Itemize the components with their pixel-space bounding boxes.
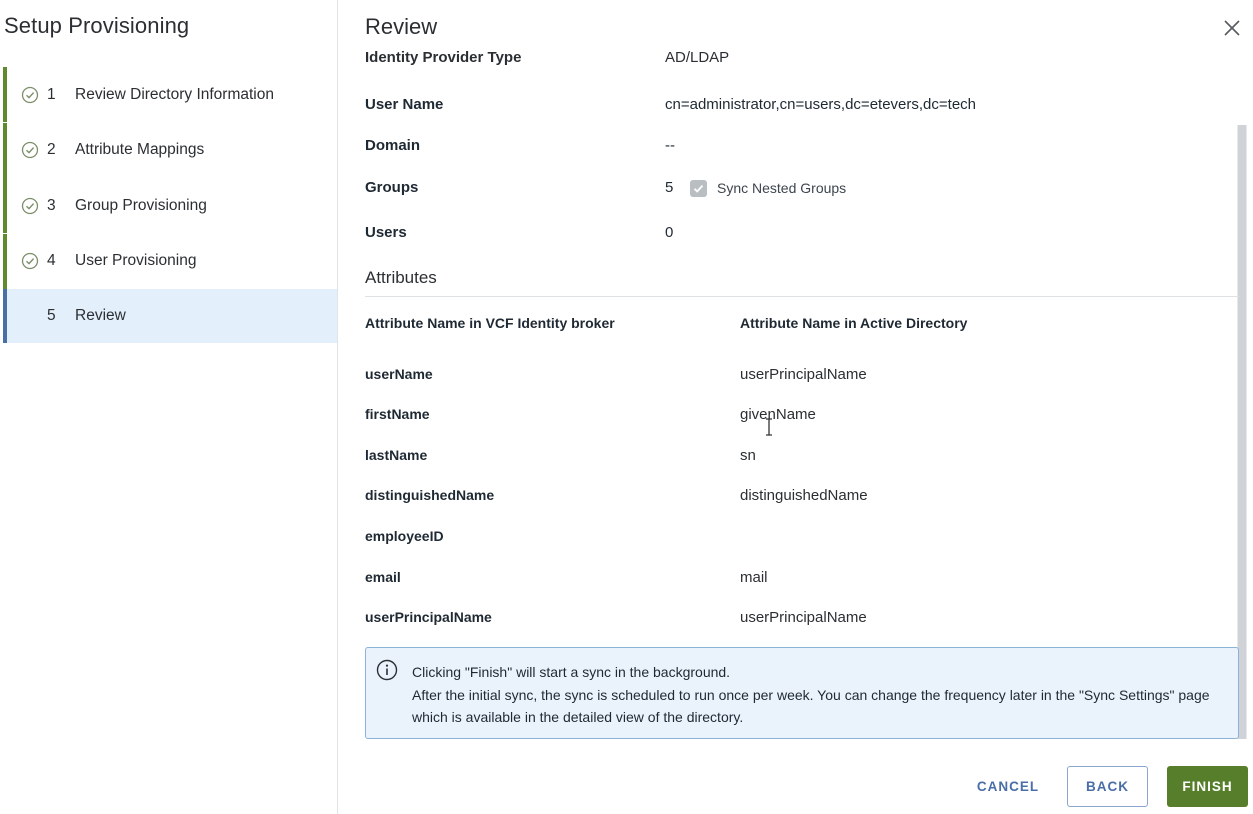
check-circle-icon <box>21 252 39 270</box>
close-icon[interactable] <box>1221 17 1243 39</box>
column-header-vcf-attribute: Attribute Name in VCF Identity broker <box>365 315 615 331</box>
attribute-name: employeeID <box>365 528 444 544</box>
field-label: Identity Provider Type <box>365 49 522 66</box>
attribute-name: distinguishedName <box>365 487 495 503</box>
column-header-ad-attribute: Attribute Name in Active Directory <box>740 315 968 331</box>
scrollbar-thumb[interactable] <box>1238 125 1246 739</box>
section-divider <box>365 296 1239 297</box>
attribute-row <box>365 569 1225 591</box>
row-groups <box>365 179 1225 203</box>
checkmark-icon <box>692 182 705 195</box>
info-line-1: Clicking "Finish" will start a sync in the background. <box>412 664 731 680</box>
review-panel <box>339 0 1253 814</box>
step-group-provisioning[interactable] <box>3 178 337 233</box>
sync-info-alert <box>365 647 1239 739</box>
cancel-button[interactable]: CANCEL <box>976 779 1040 794</box>
step-list <box>3 67 337 343</box>
review-scroll-area[interactable] <box>365 49 1239 742</box>
step-number: 3 <box>47 196 56 214</box>
field-label: Groups <box>365 179 419 196</box>
attributes-section-title: Attributes <box>365 268 437 287</box>
step-label: Attribute Mappings <box>75 141 205 158</box>
attribute-row <box>365 447 1225 469</box>
step-review[interactable] <box>3 289 337 343</box>
attribute-name: firstName <box>365 406 430 422</box>
back-button[interactable]: BACK <box>1067 766 1148 807</box>
row-user-name <box>365 96 1225 120</box>
sync-nested-groups-label: Sync Nested Groups <box>717 180 847 196</box>
check-circle-icon <box>21 141 39 159</box>
field-value: -- <box>665 137 675 154</box>
check-circle-icon <box>21 86 39 104</box>
attribute-name: lastName <box>365 447 428 463</box>
attribute-ad-name: userPrincipalName <box>740 609 867 626</box>
step-attribute-mappings[interactable] <box>3 123 337 178</box>
info-text <box>412 661 1222 729</box>
attribute-row <box>365 528 1225 550</box>
step-label: User Provisioning <box>75 252 197 269</box>
attribute-name: userName <box>365 366 433 382</box>
attribute-row <box>365 487 1225 509</box>
field-value: 5 <box>665 179 674 196</box>
row-domain <box>365 137 1225 161</box>
attribute-ad-name: userPrincipalName <box>740 366 867 383</box>
text-cursor-icon <box>764 418 774 436</box>
field-label: User Name <box>365 96 444 113</box>
step-number: 2 <box>47 141 56 158</box>
step-label: Review <box>75 307 126 324</box>
partial-row-identity-provider <box>365 49 1065 72</box>
step-label: Review Directory Information <box>75 85 274 103</box>
attribute-name: email <box>365 569 401 585</box>
attribute-ad-name: sn <box>740 447 756 464</box>
wizard-sidebar <box>0 0 338 814</box>
check-circle-icon <box>21 197 39 215</box>
field-value: 0 <box>665 224 674 241</box>
row-users <box>365 224 1225 248</box>
step-user-provisioning[interactable] <box>3 234 337 289</box>
attribute-row <box>365 366 1225 388</box>
field-label: Domain <box>365 137 421 154</box>
attribute-ad-name: distinguishedName <box>740 487 868 504</box>
sync-nested-groups-checkbox[interactable] <box>690 180 707 197</box>
step-number: 1 <box>47 85 56 103</box>
attribute-row <box>365 609 1225 631</box>
step-number: 4 <box>47 252 56 269</box>
attribute-name: userPrincipalName <box>365 609 492 625</box>
step-number: 5 <box>47 307 56 324</box>
attribute-ad-name: mail <box>740 569 768 586</box>
page-title: Review <box>365 14 438 39</box>
field-label: Users <box>365 224 407 241</box>
attribute-row <box>365 406 1225 428</box>
finish-button[interactable]: FINISH <box>1167 766 1248 807</box>
info-icon <box>376 659 398 681</box>
attribute-ad-name: givenName <box>740 406 816 423</box>
step-review-directory-information[interactable] <box>3 67 337 122</box>
field-value: AD/LDAP <box>665 49 730 66</box>
field-value: cn=administrator,cn=users,dc=etevers,dc=tech <box>665 96 977 113</box>
wizard-title: Setup Provisioning <box>4 13 190 38</box>
step-label: Group Provisioning <box>75 196 207 214</box>
info-line-2: After the initial sync, the sync is scheduled to run once per week. You can change the frequency later in the "Sync Settings" page which is available in the detailed view of the directory. <box>412 686 1210 725</box>
